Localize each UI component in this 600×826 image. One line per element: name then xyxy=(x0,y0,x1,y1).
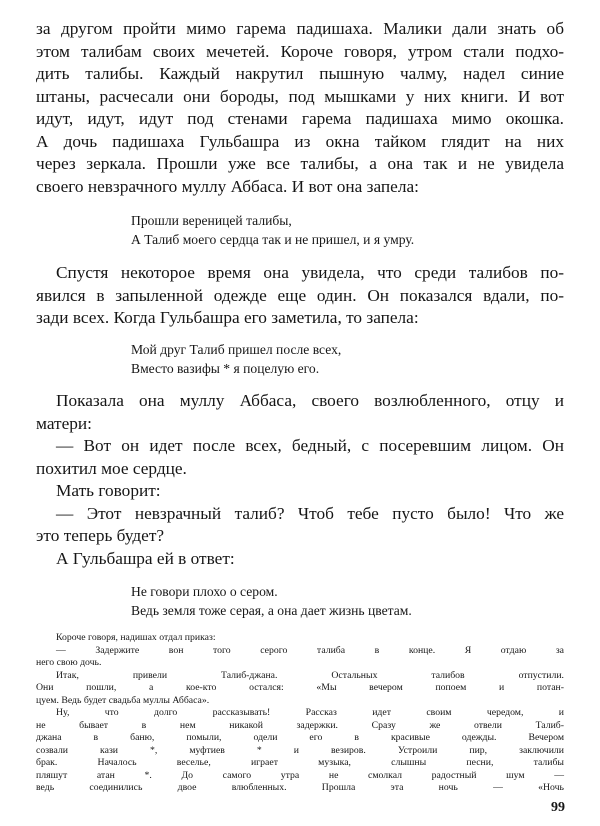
text-line: Мать говорит: xyxy=(56,481,161,500)
text-line: него свою дочь. xyxy=(36,657,102,668)
verse-line: Прошли вереницей талибы, xyxy=(131,213,292,228)
text-line: пляшут атан *. До самого утра не смолкал радостный шум — xyxy=(36,769,564,781)
verse-line: Ведь земля тоже серая, а она дает жизнь цветам. xyxy=(131,603,412,618)
page-number: 99 xyxy=(551,800,565,815)
text-line: Короче говоря, надишах отдал приказ: xyxy=(56,632,216,643)
verse-line: Не говори плохо о сером. xyxy=(131,584,278,599)
text-line: Спустя некоторое время она увидела, что среди талибов по- xyxy=(56,263,564,282)
text-line: Ну, что долго рассказывать! Рассказ идет своим чередом, и xyxy=(56,707,564,718)
text-line: джана в баню, помыли, одели его в красивые одежды. Вечером xyxy=(36,732,564,743)
text-line: матери: xyxy=(36,413,92,433)
text-line: за другом пройти мимо гарема падишаха. Малики дали знать об xyxy=(36,19,564,38)
text-line: А Гульбашра ей в ответ: xyxy=(56,548,235,568)
text-line: А дочь падишаха Гульбашра из окна тайком глядит на них xyxy=(36,131,564,151)
text-line: похитил мое сердце. xyxy=(36,458,187,478)
text-line: цуем. Ведь будет свадьба муллы Аббаса». xyxy=(36,694,210,706)
text-line: созвали кази *, муфтиев * и везиров. Устроили пир, заключили xyxy=(36,744,564,756)
text-line: зади всех. Когда Гульбашра его заметила, то запела: xyxy=(36,308,419,327)
text-line: дить талибы. Каждый накрутил пышную чалму, надел синие xyxy=(36,64,564,83)
text-line: идут, идут, идут под стенами гарема падишаха мимо окошка. xyxy=(36,109,564,128)
text-line: это теперь будет? xyxy=(36,526,165,545)
verse-line: А Талиб моего сердца так и не пришел, и я умру. xyxy=(131,232,415,247)
text-line: явился в запыленной одежде еще один. Он показался вдали, по- xyxy=(36,285,564,305)
text-line: — Задержите вон того серого талиба в конце. Я отдаю за xyxy=(56,644,564,656)
verse-line: Мой друг Талиб пришел после всех, xyxy=(131,342,342,357)
text-line: через зеркала. Прошли уже все талибы, а она так и не увидела xyxy=(36,154,564,173)
text-line: своего невзрачного муллу Аббаса. И вот она запела: xyxy=(36,176,419,196)
text-line: брак. Началось веселье, играет музыка, слышны песни, талибы xyxy=(36,757,564,768)
text-line: — Вот он идет после всех, бедный, с посеревшим лицом. Он xyxy=(56,436,564,455)
text-line: штаны, расчесали они бороды, под мышками у них книги. И вот xyxy=(36,86,564,106)
verse-line: Вместо вазифы * я поцелую его. xyxy=(131,361,320,376)
text-line: этом талибам своих мечетей. Короче говоря, утром стали подхо- xyxy=(36,41,564,61)
text-line: Они пошли, а кое-кто остался: «Мы вечером попоем и потан- xyxy=(36,682,564,693)
text-line: Показала она муллу Аббаса, своего возлюбленного, отцу и xyxy=(56,391,564,410)
text-line: не бывает в нем никакой задержки. Сразу же отвели Талиб- xyxy=(36,719,564,731)
text-line: Итак, привели Талиб-джана. Остальных талибов отпустили. xyxy=(56,669,564,681)
text-line: — Этот невзрачный талиб? Чтоб тебе пусто было! Что же xyxy=(56,503,564,523)
text-line: ведь соединились двое влюбленных. Прошла эта ночь — «Ночь xyxy=(36,782,564,793)
